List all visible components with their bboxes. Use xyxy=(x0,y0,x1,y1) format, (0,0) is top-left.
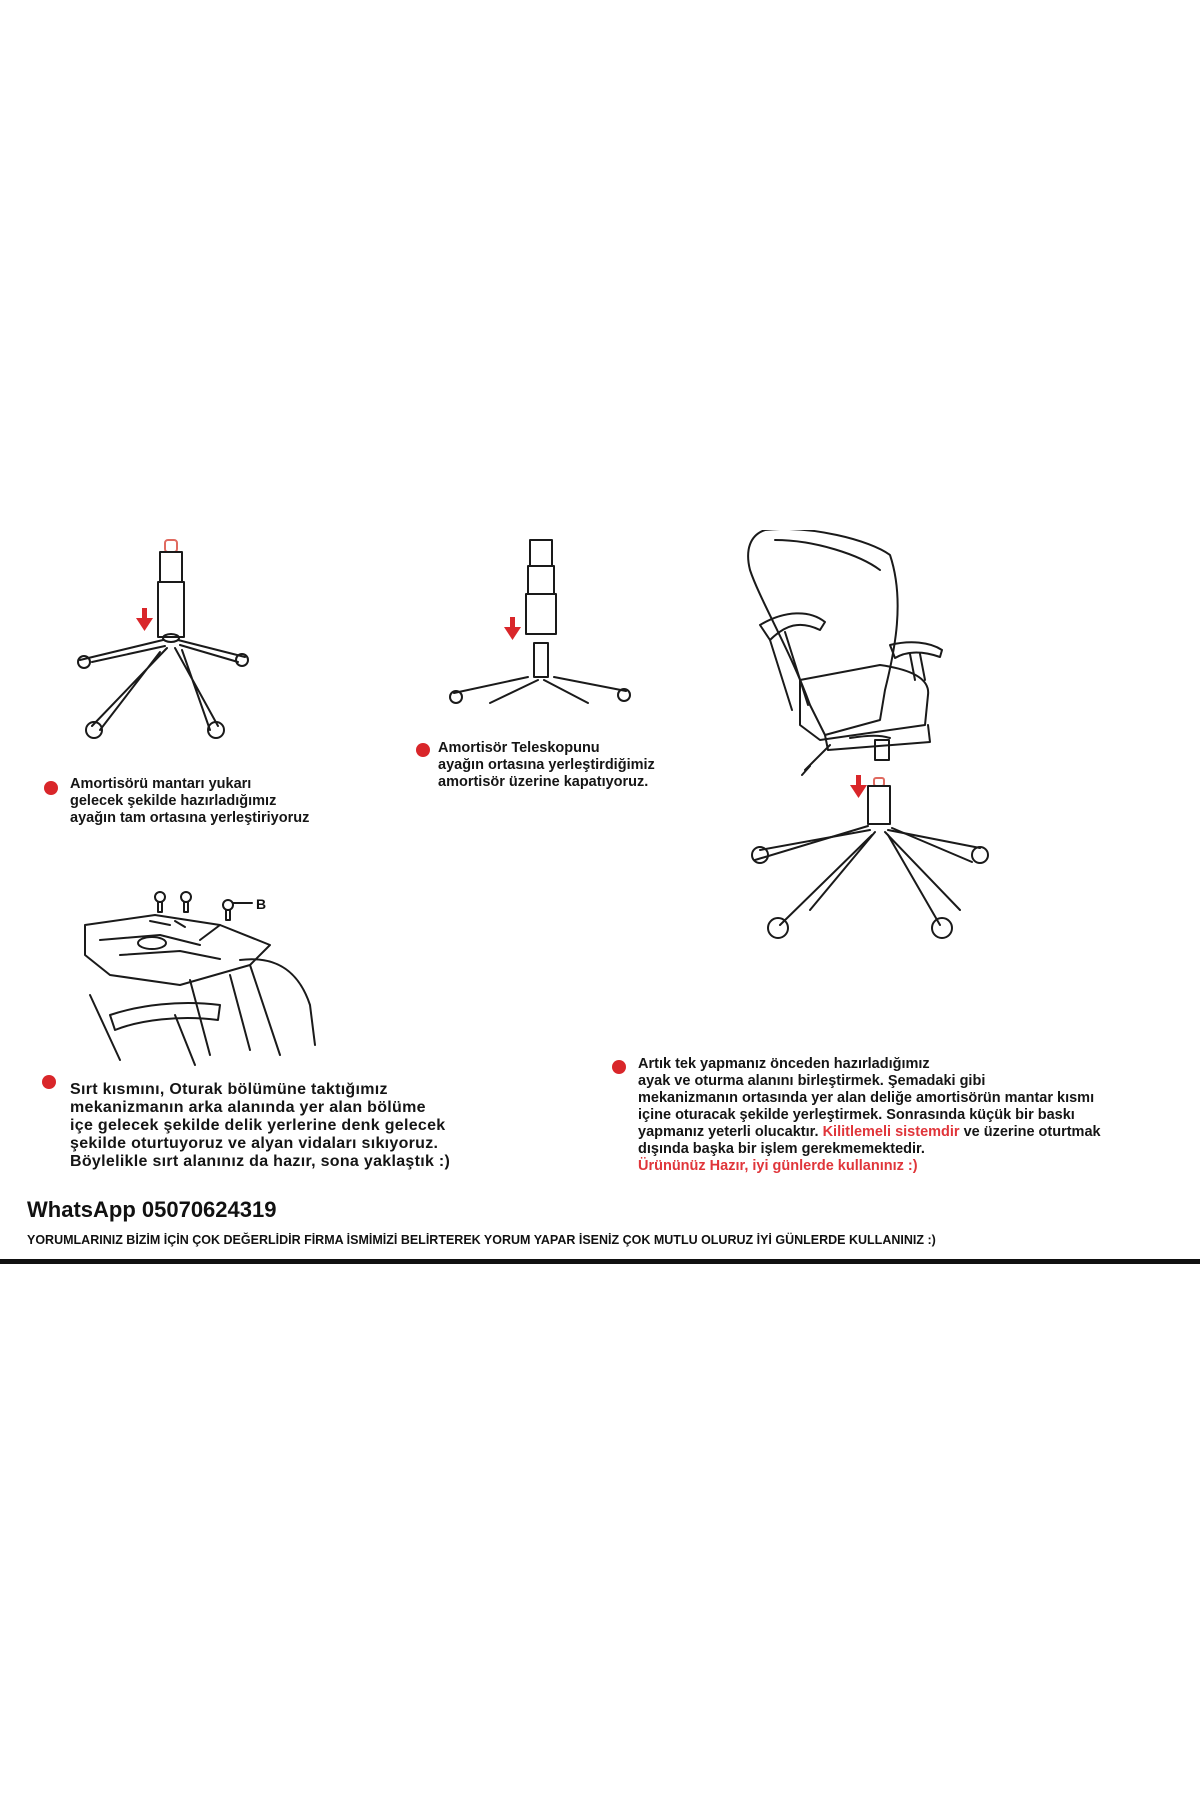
figure-base-with-gas-lift xyxy=(70,530,270,745)
step4-line: mekanizmanın ortasında yer alan deliğe amortisörün mantar kısmı xyxy=(638,1090,1095,1106)
step4-text xyxy=(638,1056,1101,1175)
step4-line5-start: yapmanız yeterli olucaktır. xyxy=(638,1124,819,1140)
screw-label: B xyxy=(256,896,267,912)
step2-bullet xyxy=(416,743,430,757)
step2-line: Amortisör Teleskopunu xyxy=(438,740,600,756)
step4-line5-end: ve üzerine oturtmak xyxy=(963,1124,1101,1140)
step3-line: Böylelikle sırt alanınız da hazır, sona yaklaştık :) xyxy=(70,1153,451,1170)
step1-bullet xyxy=(44,781,58,795)
step1-line: ayağın tam ortasına yerleştiriyoruz xyxy=(70,810,310,826)
locking-system-highlight: Kilitlemeli sistemdir xyxy=(822,1124,960,1140)
step4-line-5 xyxy=(638,1124,1101,1141)
step3-text xyxy=(70,1081,450,1171)
step4-line: içine oturacak şekilde yerleştirmek. Sonrasında küçük bir baskı xyxy=(638,1107,1075,1123)
step3-line: mekanizmanın arka alanında yer alan bölüme xyxy=(70,1099,426,1116)
step4-line: Artık tek yapmanız önceden hazırladığımız xyxy=(638,1056,930,1072)
step1-line: gelecek şekilde hazırladığımız xyxy=(70,793,277,809)
step3-line: Sırt kısmını, Oturak bölümüne taktığımız xyxy=(70,1081,388,1098)
step2-text xyxy=(438,740,655,791)
step3-line: içe gelecek şekilde delik yerlerine denk gelecek xyxy=(70,1117,446,1134)
step1-line: Amortisörü mantarı yukarı xyxy=(70,776,252,792)
step4-line: dışında başka bir işlem gerekmemektedir. xyxy=(638,1141,925,1157)
figure-backrest-screws xyxy=(80,885,320,1075)
step4-line: ayak ve oturma alanını birleştirmek. Şemadaki gibi xyxy=(638,1073,986,1089)
figure-telescopic-cover xyxy=(440,535,640,715)
step2-line: amortisör üzerine kapatıyoruz. xyxy=(438,774,649,790)
step2-line: ayağın ortasına yerleştirdiğimiz xyxy=(438,757,655,773)
whatsapp-contact: WhatsApp 05070624319 xyxy=(27,1197,277,1222)
step1-text xyxy=(70,776,309,827)
step3-bullet xyxy=(42,1075,56,1089)
step3-line: şekilde oturtuyoruz ve alyan vidaları sıkıyoruz. xyxy=(70,1135,439,1152)
closing-message: Ürününüz Hazır, iyi günlerde kullanınız :) xyxy=(638,1158,918,1174)
step4-bullet xyxy=(612,1060,626,1074)
divider-line xyxy=(0,1259,1200,1264)
figure-chair-assembly xyxy=(730,530,1020,1015)
footer-note: YORUMLARINIZ BİZİM İÇİN ÇOK DEĞERLİDİR FİRMA İSMİMİZİ BELİRTEREK YORUM YAPAR İSENİZ ÇOK MUTLU OLURUZ İYİ GÜNLERDE KULLANINIZ :) xyxy=(27,1233,936,1247)
